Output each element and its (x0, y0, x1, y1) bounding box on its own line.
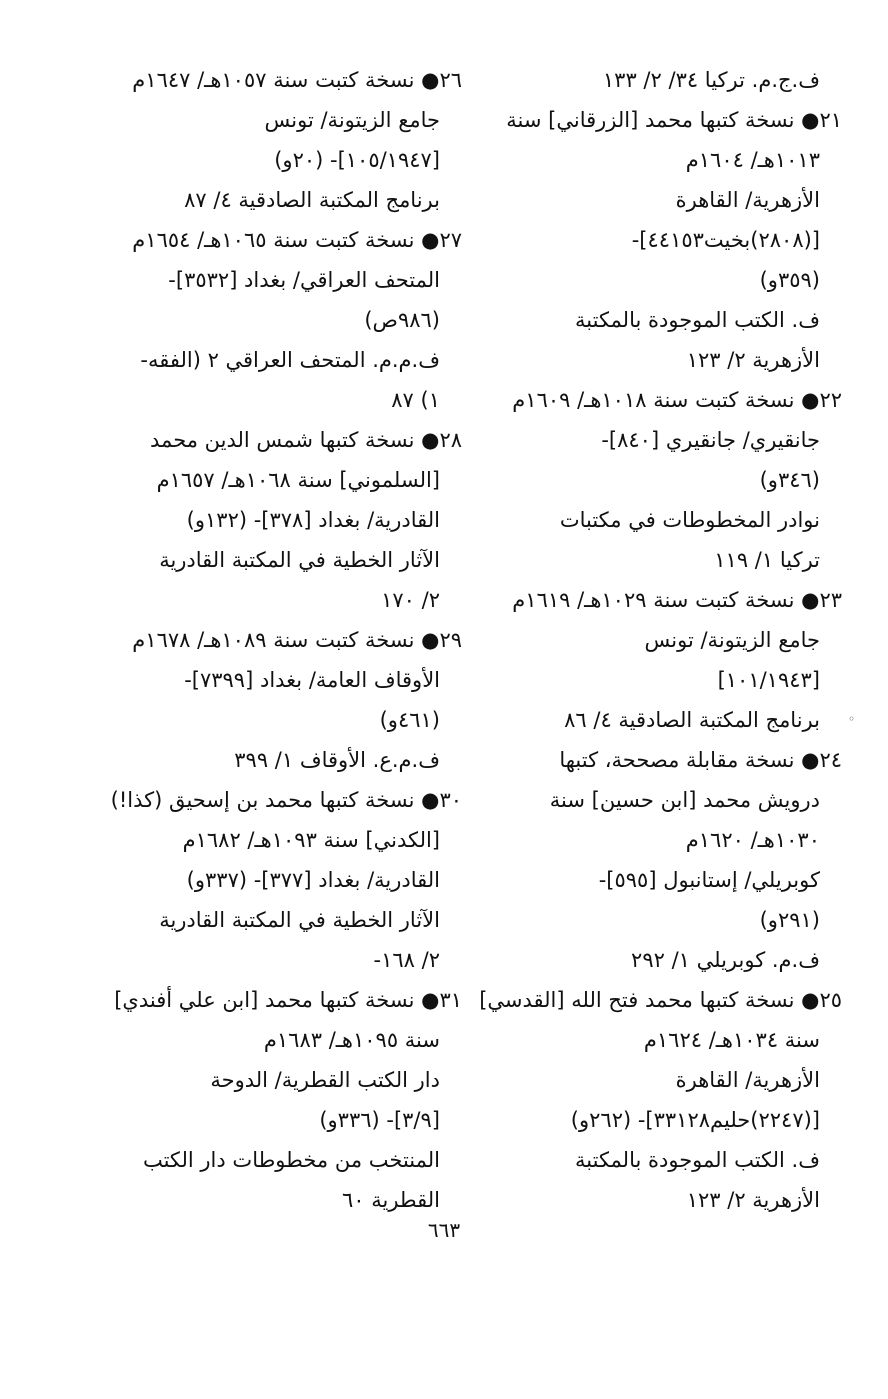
entry-line: القادرية/ بغداد [٣٧٧]- (٣٣٧و) (186, 868, 440, 892)
entry-line: ف.م. كوبريلي ١/ ٢٩٢ (631, 948, 820, 972)
entry-line: (٣٥٩و) (759, 268, 820, 292)
entry-line: [السلموني] سنة ١٠٦٨هـ/ ١٦٥٧م (156, 468, 440, 492)
entry-heading: ٢٩● نسخة كتبت سنة ١٠٨٩هـ/ ١٦٧٨م (132, 628, 462, 652)
entry-line: جامع الزيتونة/ تونس (264, 108, 440, 132)
entry-heading: ٣٠● نسخة كتبها محمد بن إسحيق (كذا!) (110, 788, 462, 812)
entry-line: [٣/٩]- (٣٣٦و) (319, 1108, 440, 1132)
entry-line: [١٠٥/١٩٤٧]- (٢٠و) (274, 148, 440, 172)
entry-line: القادرية/ بغداد [٣٧٨]- (١٣٢و) (186, 508, 440, 532)
entry-line: جانقيري/ جانقيري [٨٤٠]- (601, 428, 820, 452)
entry-line: سنة ١٠٩٥هـ/ ١٦٨٣م (263, 1028, 440, 1052)
margin-mark: ◦ (848, 712, 856, 726)
page-number: ٦٦٣ (427, 1218, 461, 1242)
entry-line: الآثار الخطية في المكتبة القادرية (159, 548, 440, 572)
entry-line: سنة ١٠٣٤هـ/ ١٦٢٤م (643, 1028, 820, 1052)
entry-heading: ٢٢● نسخة كتبت سنة ١٠١٨هـ/ ١٦٠٩م (512, 388, 842, 412)
entry-line: ١) ٨٧ (391, 388, 440, 412)
entry-line: المنتخب من مخطوطات دار الكتب (142, 1148, 440, 1172)
entry-heading: ٢٧● نسخة كتبت سنة ١٠٦٥هـ/ ١٦٥٤م (132, 228, 462, 252)
entry-line: ف.ج.م. تركيا ٣٤/ ٢/ ١٣٣ (602, 68, 820, 92)
entry-line: الأزهرية/ القاهرة (675, 188, 820, 212)
left-column (112, 60, 462, 1220)
entry-line: نوادر المخطوطات في مكتبات (559, 508, 820, 532)
entry-heading: ٢٣● نسخة كتبت سنة ١٠٢٩هـ/ ١٦١٩م (512, 588, 842, 612)
entry-line: [١٠١/١٩٤٣] (717, 668, 820, 692)
entry-line: دار الكتب القطرية/ الدوحة (210, 1068, 440, 1092)
entry-line: ٢/ ١٧٠ (381, 588, 440, 612)
entry-line: [(٢٢٤٧)حليم٣٣١٢٨]- (٢٦٢و) (570, 1108, 820, 1132)
entry-line: ف.م.م. المتحف العراقي ٢ (الفقه- (140, 348, 440, 372)
entry-line: الأزهرية ٢/ ١٢٣ (686, 348, 820, 372)
entry-line: [(٢٨٠٨)بخيت٤٤١٥٣]- (631, 228, 820, 252)
entry-line: (٩٨٦ص) (364, 308, 440, 332)
entry-line: ف. الكتب الموجودة بالمكتبة (575, 308, 820, 332)
entry-heading: ٢١● نسخة كتبها محمد [الزرقاني] سنة (506, 108, 842, 132)
entry-line: القطرية ٦٠ (341, 1188, 440, 1212)
entry-line: ٢/ ١٦٨- (373, 948, 440, 972)
right-column (479, 60, 842, 1220)
entry-heading: ٢٦● نسخة كتبت سنة ١٠٥٧هـ/ ١٦٤٧م (132, 68, 462, 92)
entry-line: الآثار الخطية في المكتبة القادرية (159, 908, 440, 932)
entry-line: جامع الزيتونة/ تونس (644, 628, 820, 652)
entry-line: الأوقاف العامة/ بغداد [٧٣٩٩]- (184, 668, 440, 692)
entry-line: (٤٦١و) (379, 708, 440, 732)
entry-line: [الكدني] سنة ١٠٩٣هـ/ ١٦٨٢م (182, 828, 440, 852)
entry-line: درويش محمد [ابن حسين] سنة (549, 788, 820, 812)
entry-heading: ٢٥● نسخة كتبها محمد فتح الله [القدسي] (479, 988, 842, 1012)
entry-line: ف.م.ع. الأوقاف ١/ ٣٩٩ (234, 748, 440, 772)
entry-line: تركيا ١/ ١١٩ (714, 548, 820, 572)
entry-line: ف. الكتب الموجودة بالمكتبة (575, 1148, 820, 1172)
entry-line: الأزهرية ٢/ ١٢٣ (686, 1188, 820, 1212)
entry-line: كوبريلي/ إستانبول [٥٩٥]- (598, 868, 820, 892)
entry-line: المتحف العراقي/ بغداد [٣٥٣٢]- (168, 268, 440, 292)
entry-heading: ٢٤● نسخة مقابلة مصححة، كتبها (559, 748, 842, 772)
entry-line: برنامج المكتبة الصادقية ٤/ ٨٦ (564, 708, 820, 732)
entry-line: برنامج المكتبة الصادقية ٤/ ٨٧ (184, 188, 440, 212)
entry-line: الأزهرية/ القاهرة (675, 1068, 820, 1092)
entry-heading: ٣١● نسخة كتبها محمد [ابن علي أفندي] (114, 988, 462, 1012)
entry-heading: ٢٨● نسخة كتبها شمس الدين محمد (150, 428, 462, 452)
entry-line: ١٠٣٠هـ/ ١٦٢٠م (685, 828, 820, 852)
entry-line: ١٠١٣هـ/ ١٦٠٤م (685, 148, 820, 172)
entry-line: (٢٩١و) (759, 908, 820, 932)
entry-line: (٣٤٦و) (759, 468, 820, 492)
